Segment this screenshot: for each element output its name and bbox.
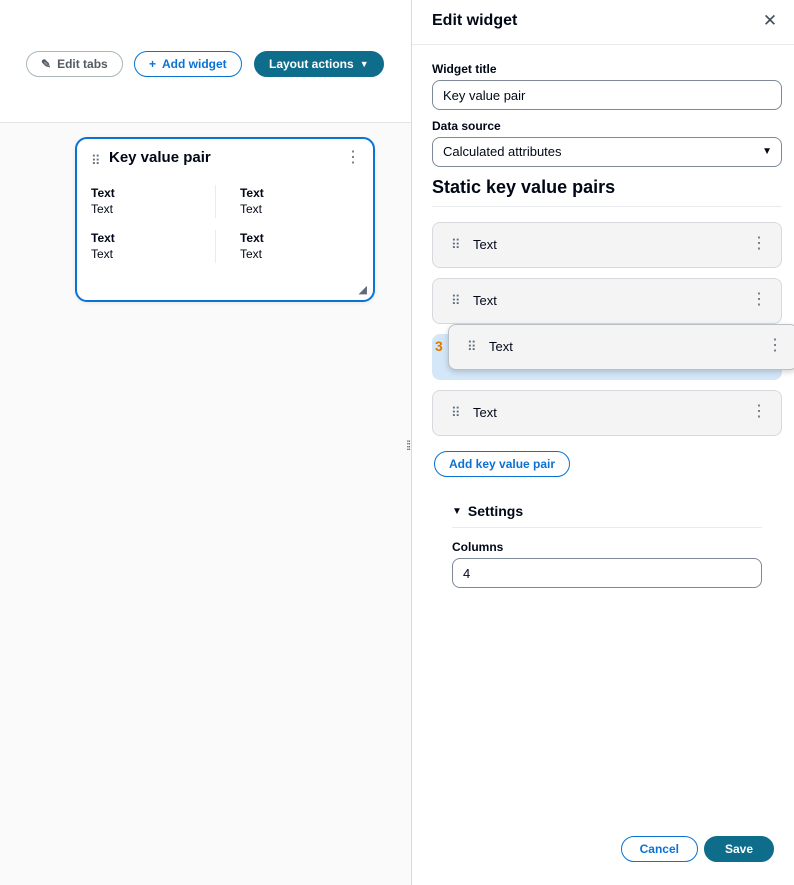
kv-cell	[215, 230, 363, 263]
kv-cell	[91, 185, 215, 218]
panel-footer	[412, 825, 794, 885]
columns-input[interactable]	[452, 558, 762, 588]
chevron-down-icon: ▼	[359, 58, 369, 69]
close-icon[interactable]: ✕	[762, 11, 778, 30]
list-item-menu-icon[interactable]: ⋮	[751, 403, 767, 420]
add-widget-button[interactable]	[134, 51, 242, 77]
data-source-value: Calculated attributes	[443, 144, 562, 159]
kv-key: Text	[91, 186, 115, 200]
kv-key: Text	[239, 231, 264, 245]
columns-label: Columns	[452, 540, 504, 554]
list-item-menu-icon[interactable]: ⋮	[767, 337, 783, 354]
widget-title-label: Widget title	[432, 62, 497, 76]
widget-menu-icon[interactable]: ⋮	[345, 149, 361, 166]
kv-key: Text	[91, 231, 115, 245]
kv-cell	[215, 185, 363, 218]
canvas-toolbar	[0, 0, 411, 123]
list-item[interactable]	[432, 222, 782, 268]
data-source-label: Data source	[432, 119, 501, 133]
drag-handle-icon[interactable]: ⠿	[91, 153, 100, 168]
drag-handle-icon[interactable]: ⠿	[451, 293, 460, 308]
list-item-menu-icon[interactable]: ⋮	[751, 235, 767, 252]
edit-tabs-label: Edit tabs	[57, 57, 108, 71]
settings-toggle[interactable]	[452, 503, 762, 528]
layout-actions-label: Layout actions	[269, 57, 354, 71]
list-item-label: Text	[473, 405, 497, 420]
cancel-button[interactable]: Cancel	[621, 836, 698, 862]
widget-title: Key value pair	[109, 149, 211, 166]
kv-value: Text	[239, 247, 262, 261]
chevron-down-icon: ▼	[762, 146, 772, 157]
panel-title: Edit widget	[432, 12, 518, 29]
widget-title-input[interactable]	[432, 80, 782, 110]
drag-position-badge: 3	[435, 338, 443, 354]
list-item-label: Text	[473, 237, 497, 252]
widget-kv-grid	[91, 185, 363, 275]
drag-handle-icon[interactable]: ⠿	[451, 237, 460, 252]
resize-handle-icon[interactable]: ◢	[358, 284, 367, 296]
layout-actions-button[interactable]	[254, 51, 384, 77]
settings-section	[452, 503, 762, 588]
kv-row	[91, 230, 363, 263]
list-item-drop-zone	[432, 334, 782, 380]
settings-title: Settings	[467, 503, 524, 519]
widget-title-field	[432, 62, 782, 110]
save-button[interactable]: Save	[704, 836, 774, 862]
data-source-select[interactable]	[432, 137, 782, 167]
kv-value: Text	[91, 202, 114, 216]
kv-row	[91, 185, 363, 218]
add-key-value-pair-button[interactable]: Add key value pair	[434, 451, 570, 477]
kv-value: Text	[91, 247, 114, 261]
list-item[interactable]	[435, 324, 794, 370]
add-widget-label: Add widget	[162, 57, 227, 71]
plus-icon: +	[149, 57, 157, 71]
list-item-menu-icon[interactable]: ⋮	[751, 291, 767, 308]
drag-handle-icon[interactable]: ⠿	[451, 405, 460, 420]
list-item-label: Text	[473, 293, 497, 308]
list-item-label: Text	[489, 339, 513, 354]
kv-value: Text	[239, 202, 262, 216]
edit-tabs-button[interactable]	[26, 51, 123, 77]
static-kv-list	[432, 222, 782, 446]
kv-cell	[91, 230, 215, 263]
widget-header	[77, 139, 373, 181]
key-value-pair-widget[interactable]	[75, 137, 375, 302]
chevron-down-icon: ▼	[452, 505, 462, 517]
list-item[interactable]	[432, 278, 782, 324]
panel-splitter-handle[interactable]: ⁞⁞	[406, 438, 410, 453]
drag-handle-icon[interactable]: ⠿	[467, 339, 476, 354]
list-item[interactable]	[432, 390, 782, 436]
kv-key: Text	[239, 186, 264, 200]
pencil-icon: ✎	[41, 57, 52, 71]
static-key-value-pairs-heading: Static key value pairs	[432, 177, 782, 207]
data-source-field	[432, 119, 782, 167]
